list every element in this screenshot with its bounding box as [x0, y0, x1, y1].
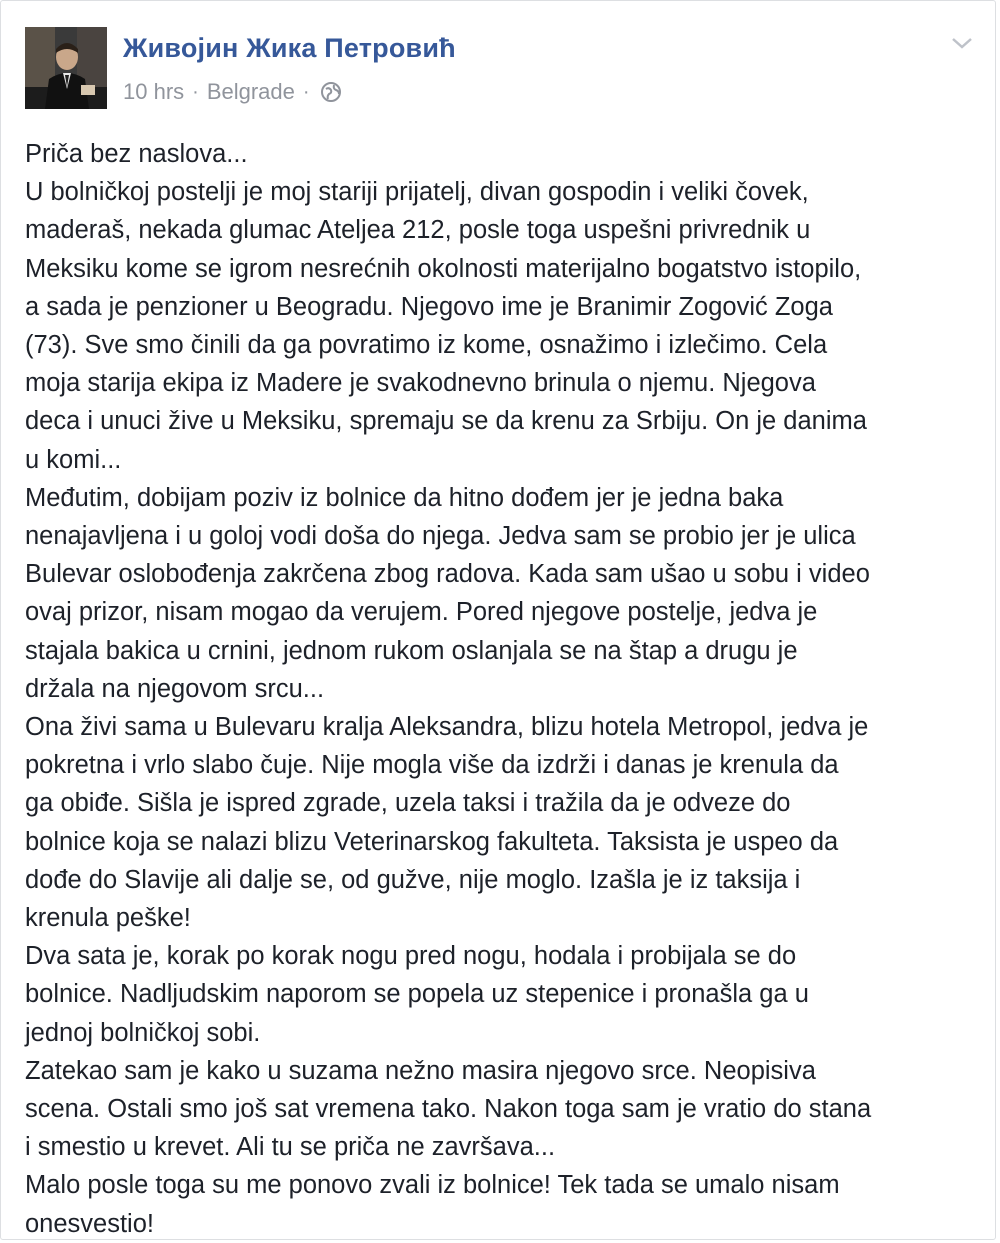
post-text-line: Međutim, dobijam poziv iz bolnice da hitno dođem jer je jedna baka: [25, 483, 784, 512]
globe-icon[interactable]: [320, 81, 342, 103]
meta-separator: ·: [302, 80, 310, 103]
post-text-line: Priča bez naslova...: [25, 140, 248, 168]
post-text-line: (73). Sve smo činili da ga povratimo iz kome, osnažimo i izlečimo. Cela: [25, 331, 828, 360]
chevron-down-icon[interactable]: [949, 33, 975, 53]
meta-separator: ·: [192, 80, 199, 103]
post-text-line: i smestio u krevet. Ali tu se priča ne završava...: [25, 1133, 556, 1162]
post-text-line: pokretna i vrlo slabo čuje. Nije mogla više da izdrži i danas je krenula da: [25, 751, 839, 780]
post-text-line: Meksiku kome se igrom nesrećnih okolnosti materijalno bogatstvo istopilo,: [25, 254, 862, 283]
post-text-line: deca i unuci žive u Meksiku, spremaju se da krenu za Srbiju. On je danima: [25, 407, 867, 436]
post-text-line: Zatekao sam je kako u suzama nežno masira njegovo srce. Neopisiva: [25, 1056, 816, 1085]
post-text-line: nenajavljena i u goloj vodi doša do njega. Jedva sam se probio jer je ulica: [25, 522, 856, 551]
post-text-line: krenula peške!: [25, 904, 191, 933]
avatar[interactable]: [25, 27, 107, 109]
post-body: [25, 135, 980, 1243]
post-text-line: U bolničkoj postelji je moj stariji prijatelj, divan gospodin i veliki čovek,: [25, 178, 809, 207]
post-text-line: jednoj bolničkoj sobi.: [25, 1018, 261, 1047]
author-name[interactable]: Живојин Жика Петровић: [123, 33, 456, 63]
post-text-line: u komi...: [25, 445, 122, 474]
avatar-photo: [25, 27, 107, 109]
post-text-line: ga obiđe. Sišla je ispred zgrade, uzela taksi i tražila da je odveze do: [25, 789, 791, 818]
post-header: [25, 27, 975, 111]
post-location[interactable]: Belgrade: [206, 79, 295, 104]
post-text-line: a sada je penzioner u Beogradu. Njegovo ime je Branimir Zogović Zoga: [25, 292, 833, 321]
post-text-line: Dva sata je, korak po korak nogu pred nogu, hodala i probijala se do: [25, 942, 797, 971]
post-text-line: moja starija ekipa iz Madere je svakodnevno brinula o njemu. Njegova: [25, 369, 816, 398]
post-text-line: stajala bakica u crnini, jednom rukom oslanjala se na štap a drugu je: [25, 636, 798, 665]
post-text-line: Ona živi sama u Bulevaru kralja Aleksandra, blizu hotela Metropol, jedva je: [25, 713, 869, 742]
post-text-line: maderaš, nekada glumac Ateljea 212, posle toga uspešni privrednik u: [25, 216, 811, 245]
post-timestamp[interactable]: 10 hrs: [123, 79, 185, 104]
post-text-line: Bulevar oslobođenja zakrčena zbog radova. Kada sam ušao u sobu i video: [25, 560, 870, 589]
post-text-line: scena. Ostali smo još sat vremena tako. Nakon toga sam je vratio do stana: [25, 1095, 872, 1124]
post-text-line: držala na njegovom srcu...: [25, 674, 325, 703]
post-text-line: ovaj prizor, nisam mogao da verujem. Pored njegove postelje, jedva je: [25, 598, 818, 627]
post-text-line: Malo posle toga su me ponovo zvali iz bolnice! Tek tada se umalo nisam: [25, 1171, 840, 1200]
post-text-line: bolnice. Nadljudskim naporom se popela uz stepenice i pronašla ga u: [25, 980, 809, 1009]
post-meta: [123, 79, 342, 105]
post-text-line: bolnice koja se nalazi blizu Veterinarskog fakulteta. Taksista je uspeo da: [25, 827, 839, 856]
post-text-line: dođe do Slavije ali dalje se, od gužve, nije moglo. Izašla je iz taksija i: [25, 865, 801, 894]
post-text-line: onesvestio!: [25, 1209, 154, 1238]
